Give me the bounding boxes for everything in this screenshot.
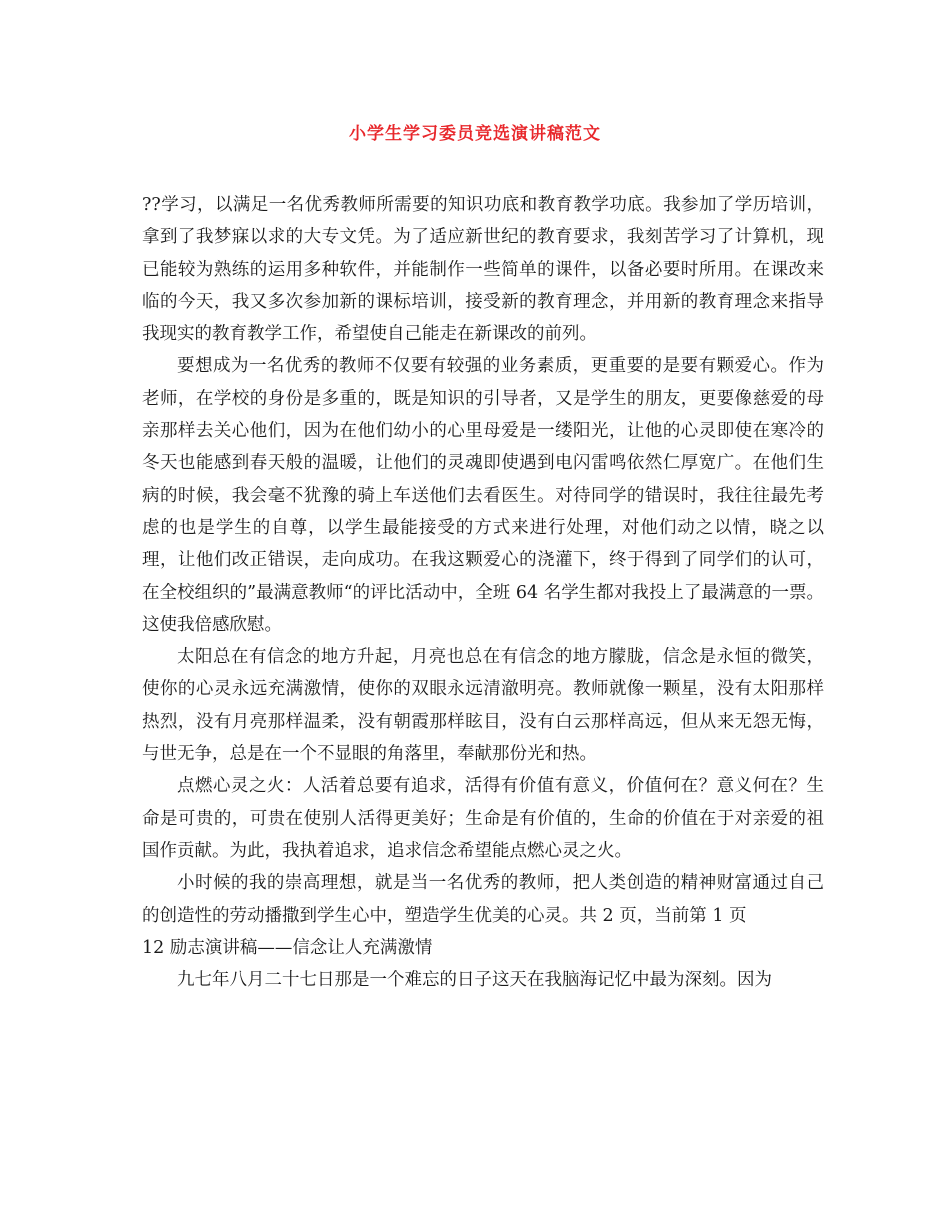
paragraph-6-heading: 12 励志演讲稿——信念让人充满激情 (142, 937, 433, 958)
paragraph-7: 九七年八月二十七日那是一个难忘的日子这天在我脑海记忆中最为深刻。因为 (177, 970, 772, 991)
paragraph-2: 要想成为一名优秀的教师不仅要有较强的业务素质，更重要的是要有颗爱心。作为老师，在学校的身份是多重的，既是知识的引导者，又是学生的朋友，更要像慈爱的母亲那样去关心他们，因为在他们幼小的心里母爱是一缕阳光，让他的心灵即使在寒冷的冬天也能感到春天般的温暖，让他们的灵魂即使遇到电闪雷鸣依然仁厚宽广。在他们生病的时候，我会毫不犹豫的骑上车送他们去看医生。对待同学的错误时，我往往最先考虑的也是学生的自尊，以学生最能接受的方式来进行处理，对他们动之以情，晓之以理，让他们改正错误，走向成功。在我这颗爱心的浇灌下，终于得到了同学们的认可，在全校组织的”最满意教师“的评比活动中，全班 64 名学生都对我投上了最满意的一票。这使我倍感欣慰。 (142, 356, 824, 635)
paragraph-5: 小时候的我的崇高理想，就是当一名优秀的教师，把人类创造的精神财富通过自己的创造性的劳动播撒到学生心中，塑造学生优美的心灵。共 2 页，当前第 1 页 (142, 873, 824, 926)
document-title: 小学生学习委员竞选演讲稿范文 (349, 124, 601, 144)
paragraph-1: ??学习，以满足一名优秀教师所需要的知识功底和教育教学功底。我参加了学历培训，拿到了我梦寐以求的大专文凭。为了适应新世纪的教育要求，我刻苦学习了计算机，现已能较为熟练的运用多种软件，并能制作一些简单的课件，以备必要时所用。在课改来临的今天，我又多次参加新的课标培训，接受新的教育理念，并用新的教育理念来指导我现实的教育教学工作，希望使自己能走在新课改的前列。 (142, 195, 824, 345)
document-body (142, 189, 824, 996)
paragraph-4: 点燃心灵之火：人活着总要有追求，活得有价值有意义，价值何在？意义何在？生命是可贵的，可贵在使别人活得更美好；生命是有价值的，生命的价值在于对亲爱的祖国作贡献。为此，我执着追求，追求信念希望能点燃心灵之火。 (142, 776, 824, 861)
paragraph-3: 太阳总在有信念的地方升起，月亮也总在有信念的地方朦胧，信念是永恒的微笑，使你的心灵永远充满激情，使你的双眼永远清澈明亮。教师就像一颗星，没有太阳那样热烈，没有月亮那样温柔，没有朝霞那样眩目，没有白云那样高远，但从来无怨无悔，与世无争，总是在一个不显眼的角落里，奉献那份光和热。 (142, 647, 824, 765)
